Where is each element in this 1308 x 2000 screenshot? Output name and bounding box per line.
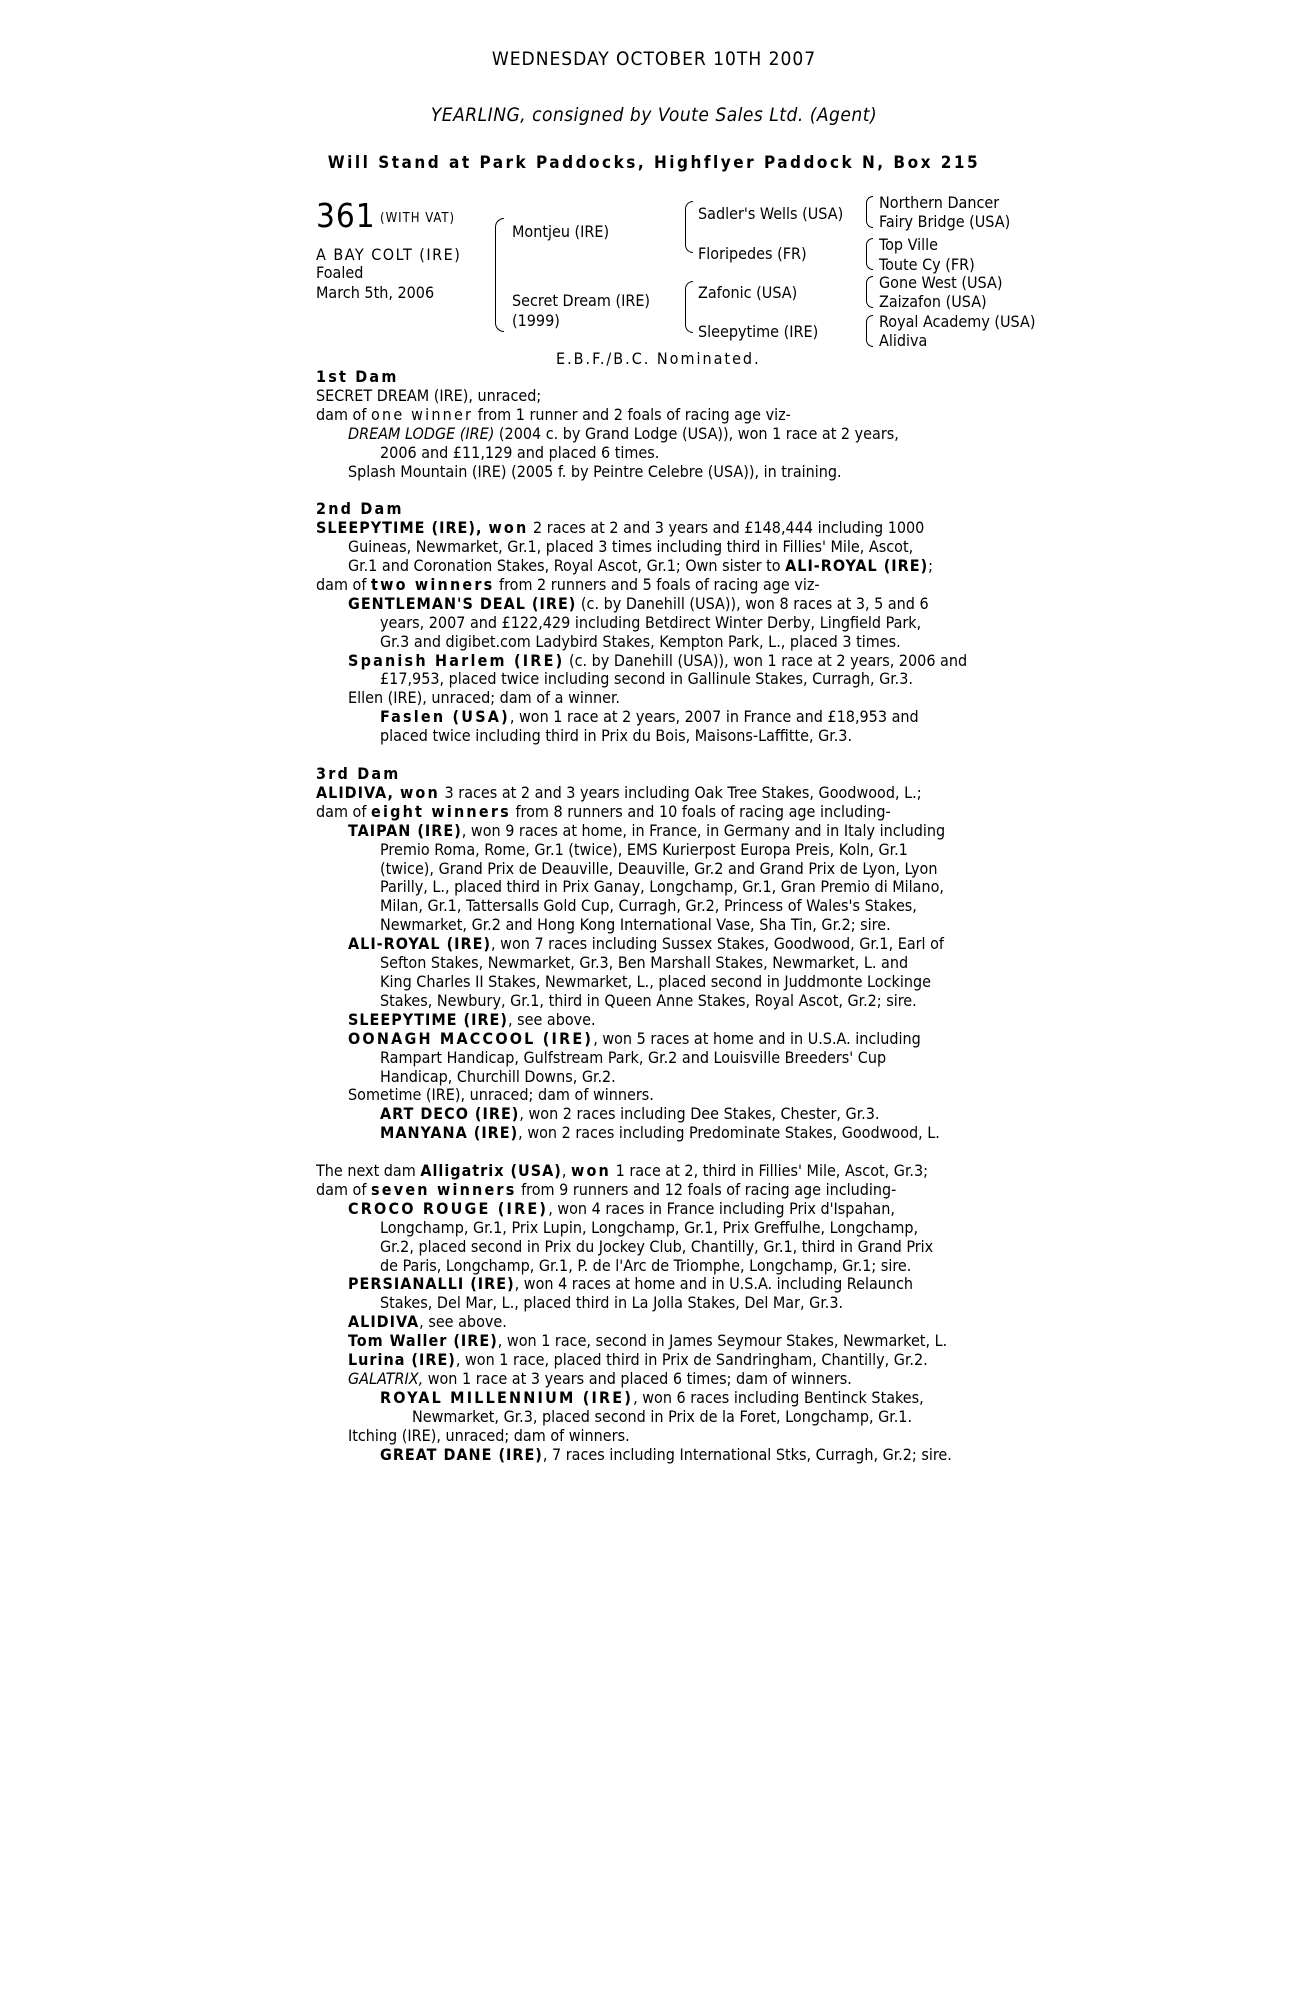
text-run: 1 race at 2, third in Fillies' Mile, Ascot, Gr.3;	[611, 1162, 928, 1181]
text-run-spaced: won	[488, 519, 529, 538]
third-dam-line: Parilly, L., placed third in Prix Ganay, Longchamp, Gr.1, Gran Premio di Milano,	[380, 878, 944, 897]
gg-dam-1: Fairy Bridge (USA)	[879, 212, 1011, 231]
text-run: , won 4 races at home and in U.S.A. including Relaunch	[514, 1275, 914, 1294]
lot-description: A BAY COLT (IRE)	[316, 245, 462, 264]
text-run: from 8 runners and 10 foals of racing age including-	[510, 802, 891, 821]
spacer	[316, 746, 999, 765]
first-dam-line: SECRET DREAM (IRE), unraced;	[316, 386, 542, 405]
third-dam-line	[316, 1011, 999, 1030]
horse-name: Spanish Harlem (IRE)	[348, 651, 565, 670]
first-dam-line: 2006 and £11,129 and placed 6 times.	[380, 443, 660, 462]
text-run: , see above.	[507, 1010, 596, 1029]
location-line: Will Stand at Park Paddocks, Highflyer Paddock N, Box 215	[327, 153, 981, 173]
horse-name: Lurina (IRE)	[348, 1351, 456, 1370]
third-dam-line	[316, 1124, 999, 1143]
horse-name: PERSIANALLI (IRE)	[348, 1275, 515, 1294]
text-run: , won 9 races at home, in France, in Germany and in Italy including	[461, 821, 946, 840]
third-dam-line: Milan, Gr.1, Tattersalls Gold Cup, Curragh, Gr.2, Princess of Wales's Stakes,	[380, 897, 917, 916]
next-dam-line: Longchamp, Gr.1, Prix Lupin, Longchamp, Gr.1, Prix Greffulhe, Longchamp,	[380, 1218, 919, 1237]
text-run: ,	[561, 1162, 571, 1181]
sire-dam: Floripedes (FR)	[698, 244, 807, 263]
gg-dam-2: Toute Cy (FR)	[879, 255, 975, 274]
consignor-line: YEARLING, consigned by Voute Sales Ltd. (Agent)	[430, 104, 878, 126]
text-run: , won 2 races including Predominate Stakes, Goodwood, L.	[518, 1124, 940, 1143]
gg-sire-3: Gone West (USA)	[879, 273, 1003, 292]
sire-line-brace	[685, 201, 693, 253]
sale-date: WEDNESDAY OCTOBER 10TH 2007	[491, 48, 817, 70]
text-run: 2 races at 2 and 3 years and £148,444 including 1000	[528, 519, 925, 538]
third-dam-line: Stakes, Newbury, Gr.1, third in Queen Anne Stakes, Royal Ascot, Gr.2; sire.	[380, 991, 917, 1010]
next-dam-line	[316, 1332, 999, 1351]
gg-dam-4: Alidiva	[879, 331, 928, 350]
next-dam-line	[316, 1275, 999, 1294]
first-dam-line: Splash Mountain (IRE) (2005 f. by Peintre Celebre (USA)), in training.	[348, 462, 842, 481]
horse-name: SLEEPYTIME (IRE),	[316, 519, 489, 538]
third-dam-line	[316, 784, 999, 803]
next-dam-line	[316, 1370, 999, 1389]
text-run-spaced: won	[570, 1162, 612, 1181]
next-dam-line: Stakes, Del Mar, L., placed third in La Jolla Stakes, Del Mar, Gr.3.	[380, 1294, 844, 1313]
text-run: (c. by Danehill (USA)), won 8 races at 3, 5 and 6	[576, 594, 929, 613]
foaled-label: Foaled	[316, 263, 364, 282]
next-dam-line: Gr.2, placed second in Prix du Jockey Club, Chantilly, Gr.1, third in Grand Prix	[380, 1237, 934, 1256]
third-dam-line: Premio Roma, Rome, Gr.1 (twice), EMS Kurierpost Europa Preis, Koln, Gr.1	[380, 840, 908, 859]
third-dam-line: (twice), Grand Prix de Deauville, Deauville, Gr.2 and Grand Prix de Lyon, Lyon	[380, 859, 938, 878]
next-dam-line	[316, 1446, 999, 1465]
text-run: , won 7 races including Sussex Stakes, Goodwood, Gr.1, Earl of	[491, 935, 944, 954]
lot-number: 361	[316, 196, 376, 235]
second-dam-line	[316, 595, 999, 614]
second-dam-line: Ellen (IRE), unraced; dam of a winner.	[348, 689, 620, 708]
text-run: , 7 races including International Stks, Curragh, Gr.2; sire.	[542, 1445, 952, 1464]
horse-name: TAIPAN (IRE)	[348, 821, 462, 840]
third-dam-line: Sefton Stakes, Newmarket, Gr.3, Ben Marshall Stakes, Newmarket, L. and	[380, 954, 909, 973]
second-dam-line: years, 2007 and £122,429 including Betdirect Winter Derby, Lingfield Park,	[380, 613, 922, 632]
next-dam-line	[316, 1313, 999, 1332]
text-run: , won 1 race, second in James Seymour Stakes, Newmarket, L.	[497, 1332, 948, 1351]
horse-name: GENTLEMAN'S DEAL (IRE)	[348, 594, 577, 613]
text-run: , won 2 races including Dee Stakes, Chester, Gr.3.	[519, 1105, 880, 1124]
horse-name: ROYAL MILLENNIUM (IRE)	[380, 1388, 634, 1407]
next-dam-line: de Paris, Longchamp, Gr.1, P. de l'Arc de Triomphe, Longchamp, Gr.1; sire.	[380, 1256, 912, 1275]
horse-name: MANYANA (IRE)	[380, 1124, 519, 1143]
second-dam-line: placed twice including third in Prix du Bois, Maisons-Laffitte, Gr.3.	[380, 727, 853, 746]
horse-name: SLEEPYTIME (IRE)	[348, 1010, 508, 1029]
text-run: dam of	[316, 405, 371, 424]
text-run: The next dam	[316, 1162, 421, 1181]
gg-sire-2: Top Ville	[879, 235, 938, 254]
text-run-spaced: won	[399, 783, 440, 802]
spacer	[316, 481, 999, 500]
dam-sire: Zafonic (USA)	[698, 283, 798, 302]
next-dam-line	[316, 1389, 999, 1408]
text-run: , see above.	[419, 1313, 507, 1332]
third-dam-line	[316, 935, 999, 954]
text-run: dam of	[316, 575, 371, 594]
next-dam-line	[316, 1351, 999, 1370]
dam-line-brace	[685, 281, 693, 333]
text-run: , won 1 race at 2 years, 2007 in France and £18,953 and	[509, 708, 919, 727]
second-dam-heading: 2nd Dam	[316, 500, 404, 519]
text-run: , won 5 races at home and in U.S.A. including	[593, 1029, 921, 1048]
third-dam-line: Sometime (IRE), unraced; dam of winners.	[348, 1086, 654, 1105]
text-run-spaced: eight winners	[371, 802, 511, 821]
text-run: , won 1 race, placed third in Prix de Sandringham, Chantilly, Gr.2.	[455, 1351, 928, 1370]
text-run: won 1 race at 3 years and placed 6 times; dam of winners.	[423, 1369, 852, 1388]
first-dam-line	[316, 406, 999, 425]
horse-name: OONAGH MACCOOL (IRE)	[348, 1029, 594, 1048]
text-run: (2004 c. by Grand Lodge (USA)), won 1 race at 2 years,	[494, 424, 899, 443]
next-dam-line: Itching (IRE), unraced; dam of winners.	[348, 1426, 630, 1445]
second-dam-line	[316, 708, 999, 727]
text-run: Gr.1 and Coronation Stakes, Royal Ascot, Gr.1; Own sister to	[348, 557, 786, 576]
brace-g4	[866, 315, 873, 347]
brace-g1	[866, 196, 873, 228]
text-run: from 9 runners and 12 foals of racing age including-	[516, 1180, 897, 1199]
lot-vat-note: (WITH VAT)	[380, 211, 456, 226]
horse-name: DREAM LODGE (IRE)	[348, 424, 495, 443]
gg-dam-3: Zaizafon (USA)	[879, 292, 987, 311]
next-dam-line	[316, 1162, 999, 1181]
third-dam-line	[316, 1105, 999, 1124]
brace-g3	[866, 276, 873, 308]
horse-name: Alligatrix (USA)	[420, 1162, 562, 1181]
second-dam-line	[316, 557, 999, 576]
dam-dam: Sleepytime (IRE)	[698, 322, 819, 341]
first-dam-line	[316, 425, 999, 444]
next-dam-line	[316, 1181, 999, 1200]
third-dam-heading: 3rd Dam	[316, 765, 401, 783]
second-dam-line	[316, 519, 999, 538]
gg-sire-4: Royal Academy (USA)	[879, 312, 1036, 331]
second-dam-line: Guineas, Newmarket, Gr.1, placed 3 times including third in Fillies' Mile, Ascot,	[348, 538, 914, 557]
third-dam-line	[316, 1030, 999, 1049]
sire-name: Montjeu (IRE)	[512, 222, 610, 241]
text-run-spaced: two winners	[371, 575, 495, 594]
next-dam-line: Newmarket, Gr.3, placed second in Prix de la Foret, Longchamp, Gr.1.	[412, 1407, 913, 1426]
foaled-date: March 5th, 2006	[316, 283, 435, 302]
pedigree-brace	[495, 218, 504, 332]
second-dam-line	[316, 576, 999, 595]
text-run-spaced: seven winners	[371, 1180, 517, 1199]
text-run-spaced: one winner	[371, 405, 474, 424]
text-run: dam of	[316, 1180, 371, 1199]
nomination-note: E.B.F./B.C. Nominated.	[556, 349, 761, 368]
horse-name: Tom Waller (IRE)	[348, 1332, 498, 1351]
third-dam-line: King Charles II Stakes, Newmarket, L., placed second in Juddmonte Lockinge	[380, 972, 931, 991]
third-dam-line: Handicap, Churchill Downs, Gr.2.	[380, 1067, 616, 1086]
brace-g2	[866, 238, 873, 270]
text-run: (c. by Danehill (USA)), won 1 race at 2 years, 2006 and	[564, 651, 968, 670]
text-run: from 1 runner and 2 foals of racing age viz-	[473, 405, 791, 424]
second-dam-line: £17,953, placed twice including second in Gallinule Stakes, Curragh, Gr.3.	[380, 670, 913, 689]
text-run: , won 4 races in France including Prix d'Ispahan,	[548, 1199, 895, 1218]
dam-name: Secret Dream (IRE)	[512, 291, 651, 310]
third-dam-line	[316, 822, 999, 841]
horse-name: CROCO ROUGE (IRE)	[348, 1199, 549, 1218]
horse-name: ALI-ROYAL (IRE)	[348, 935, 492, 954]
text-run: 3 races at 2 and 3 years including Oak Tree Stakes, Goodwood, L.;	[439, 783, 922, 802]
horse-name: Faslen (USA)	[380, 708, 510, 727]
text-run: ;	[928, 557, 934, 576]
text-run: from 2 runners and 5 foals of racing age viz-	[494, 575, 820, 594]
second-dam-line	[316, 652, 999, 671]
horse-name: GALATRIX,	[348, 1369, 424, 1388]
next-dam-line	[316, 1200, 999, 1219]
spacer	[316, 1143, 999, 1162]
text-run: dam of	[316, 802, 371, 821]
horse-name: ALI-ROYAL (IRE)	[785, 557, 929, 576]
second-dam-line: Gr.3 and digibet.com Ladybird Stakes, Kempton Park, L., placed 3 times.	[380, 632, 901, 651]
dam-year: (1999)	[512, 311, 560, 330]
horse-name: ART DECO (IRE)	[380, 1105, 520, 1124]
third-dam-line: Newmarket, Gr.2 and Hong Kong International Vase, Sha Tin, Gr.2; sire.	[380, 916, 891, 935]
horse-name: GREAT DANE (IRE)	[380, 1445, 543, 1464]
horse-name: ALIDIVA	[348, 1313, 420, 1332]
third-dam-line	[316, 803, 999, 822]
gg-sire-1: Northern Dancer	[879, 193, 1000, 212]
sire-sire: Sadler's Wells (USA)	[698, 204, 844, 223]
text-run: , won 6 races including Bentinck Stakes,	[633, 1388, 924, 1407]
third-dam-line: Rampart Handicap, Gulfstream Park, Gr.2 and Louisville Breeders' Cup	[380, 1048, 887, 1067]
horse-name: ALIDIVA,	[316, 783, 400, 802]
first-dam-heading: 1st Dam	[316, 368, 399, 386]
produce-record	[316, 368, 999, 1465]
